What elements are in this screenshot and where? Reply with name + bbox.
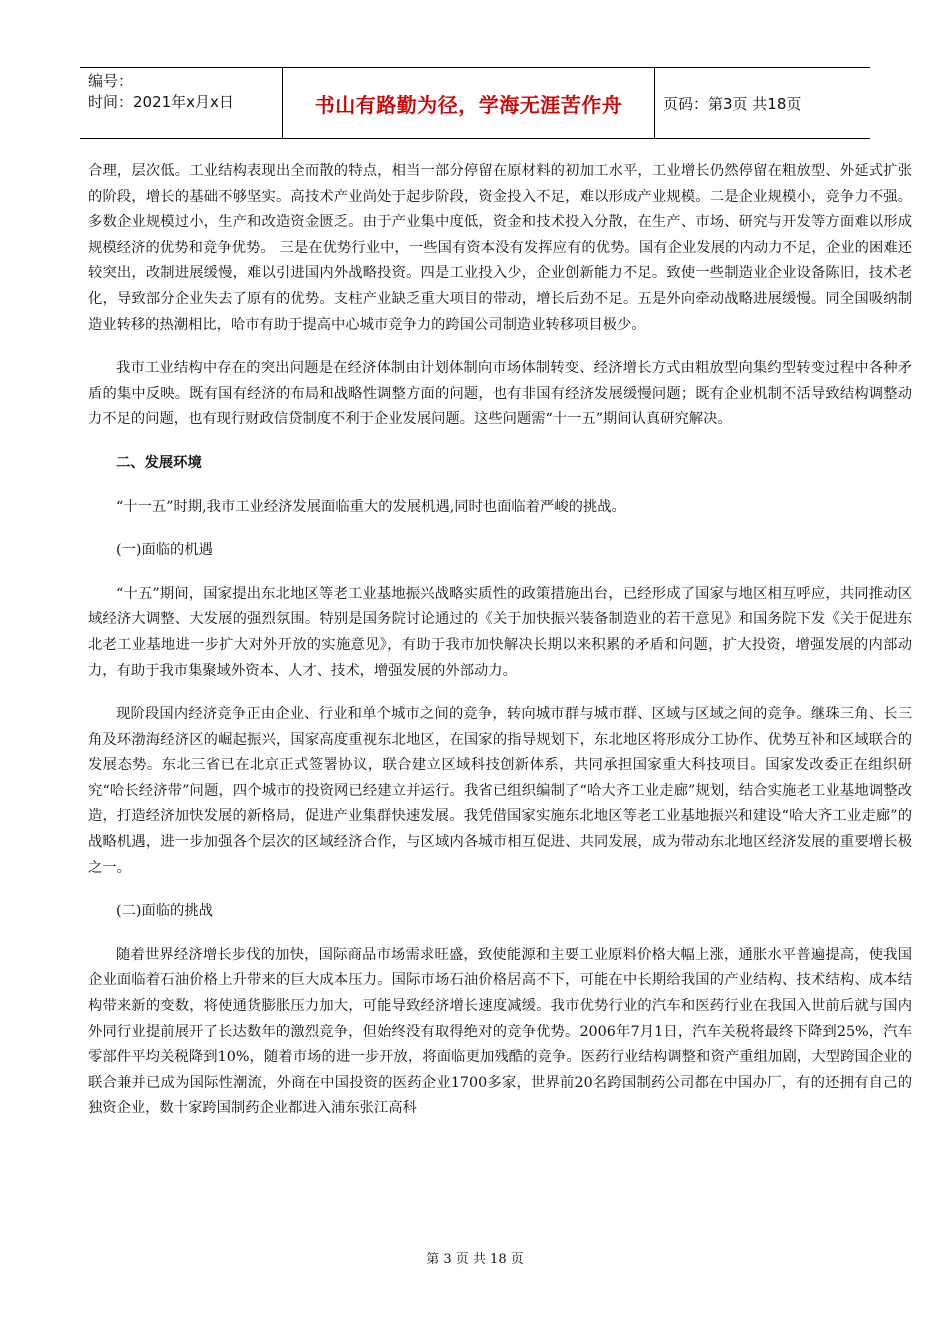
paragraph: 现阶段国内经济竞争正由企业、行业和单个城市之间的竞争，转向城市群与城市群、区域与区域之间的竞争。继珠三角、长三角及环渤海经济区的崛起振兴，国家高度重视东北地区，在国家的指导规划下，东北地区将形成分工协作、优势互补和区域联合的发展态势。东北三省已在北京正式签署协议，联合建立区域科技创新体系，共同承担国家重大科技项目。国家发改委正在组织研究“哈长经济带”问题，四个城市的投资网已经建立并运行。我省已组织编制了“哈大齐工业走廊”规划，结合实施老工业基地调整改造，打造经济加快发展的新格局，促进产业集群快速发展。我凭借国家实施东北地区等老工业基地振兴和建设“哈大齐工业走廊”的战略机遇，进一步加强各个层次的区域经济合作，与区域内各城市相互促进、共同发展，成为带动东北地区经济发展的重要增长极之一。 [88, 706, 912, 876]
paragraph: 随着世界经济增长步伐的加快，国际商品市场需求旺盛，致使能源和主要工业原料价格大幅上涨，通胀水平普遍提高，使我国企业面临着石油价格上升带来的巨大成本压力。国际市场石油价格居高不下，可能在中长期给我国的产业结构、技术结构、成本结构带来新的变数，将使通货膨胀压力加大，可能导致经济增长速度减缓。我市优势行业的汽车和医药行业在我国入世前后就与国内外同行业提前展开了长达数年的激烈竞争，但始终没有取得绝对的竞争优势。2006年7月1日，汽车关税将最终下降到25%，汽车零部件平均关税降到10%，随着市场的进一步开放，将面临更加残酷的竞争。医药行业结构调整和资产重组加剧，大型跨国企业的联合兼并已成为国际性潮流，外商在中国投资的医药企业1700多家，世界前20名跨国制药公司都在中国办厂，有的还拥有自己的独资企业，数十家跨国制药企业都进入浦东张江高科 [88, 946, 912, 1117]
section-heading: 二、发展环境 [116, 454, 202, 471]
subsection-heading: (一)面临的机遇 [116, 542, 213, 559]
serial-label: 编号： [88, 72, 134, 90]
time-label: 时间：2021年x月x日 [88, 93, 234, 111]
header-info-cell [80, 68, 282, 138]
document-body [88, 159, 912, 1122]
header-motto-cell [282, 68, 655, 138]
paragraph: “十五”期间，国家提出东北地区等老工业基地振兴战略实质性的政策措施出台，已经形成了国家与地区相互呼应，共同推动区域经济大调整、大发展的强烈氛围。特别是国务院讨论通过的《关于加快振兴装备制造业的若干意见》和国务院下发《关于促进东北老工业基地进一步扩大对外开放的实施意见》，有助于我市加快解决长期以来积累的矛盾和问题，扩大投资，增强发展的内部动力，有助于我市集聚域外资本、人才、技术，增强发展的外部动力。 [88, 585, 912, 679]
paragraph: “十一五”时期,我市工业经济发展面临重大的发展机遇,同时也面临着严峻的挑战。 [116, 498, 626, 515]
subsection-heading: (二)面临的挑战 [116, 903, 213, 920]
paragraph: 合理，层次低。工业结构表现出全而散的特点，相当一部分停留在原材料的初加工水平，工业增长仍然停留在粗放型、外延式扩张的阶段，增长的基础不够坚实。高技术产业尚处于起步阶段，资金投入不足，难以形成产业规模。二是企业规模小，竞争力不强。多数企业规模过小，生产和改造资金匮乏。由于产业集中度低，资金和技术投入分散，在生产、市场、研究与开发等方面难以形成规模经济的优势和竞争优势。 三是在优势行业中，一些国有资本没有发挥应有的优势。国有企业发展的内动力不足，企业的困难还较突出，改制进展缓慢，难以引进国内外战略投资。四是工业投入少，企业创新能力不足。致使一些制造业企业设备陈旧，技术老化，导致部分企业失去了原有的优势。支柱产业缺乏重大项目的带动，增长后劲不足。五是外向牵动战略进展缓慢。同全国吸纳制造业转移的热潮相比，哈市有助于提高中心城市竞争力的跨国公司制造业转移项目极少。 [88, 163, 912, 333]
page-footer: 第 3 页 共 18 页 [426, 1252, 524, 1267]
document-header [80, 67, 870, 139]
header-page-cell [655, 68, 870, 138]
paragraph: 我市工业结构中存在的突出问题是在经济体制由计划体制向市场体制转变、经济增长方式由粗放型向集约型转变过程中各种矛盾的集中反映。既有国有经济的布局和战略性调整方面的问题，也有非国有经济发展缓慢问题；既有企业机制不活导致结构调整动力不足的问题，也有现行财政信贷制度不利于企业发展问题。这些问题需“十一五”期间认真研究解决。 [88, 360, 912, 428]
page-label: 页码：第3页 共18页 [663, 94, 802, 113]
motto-text: 书山有路勤为径，学海无涯苦作舟 [314, 92, 623, 117]
